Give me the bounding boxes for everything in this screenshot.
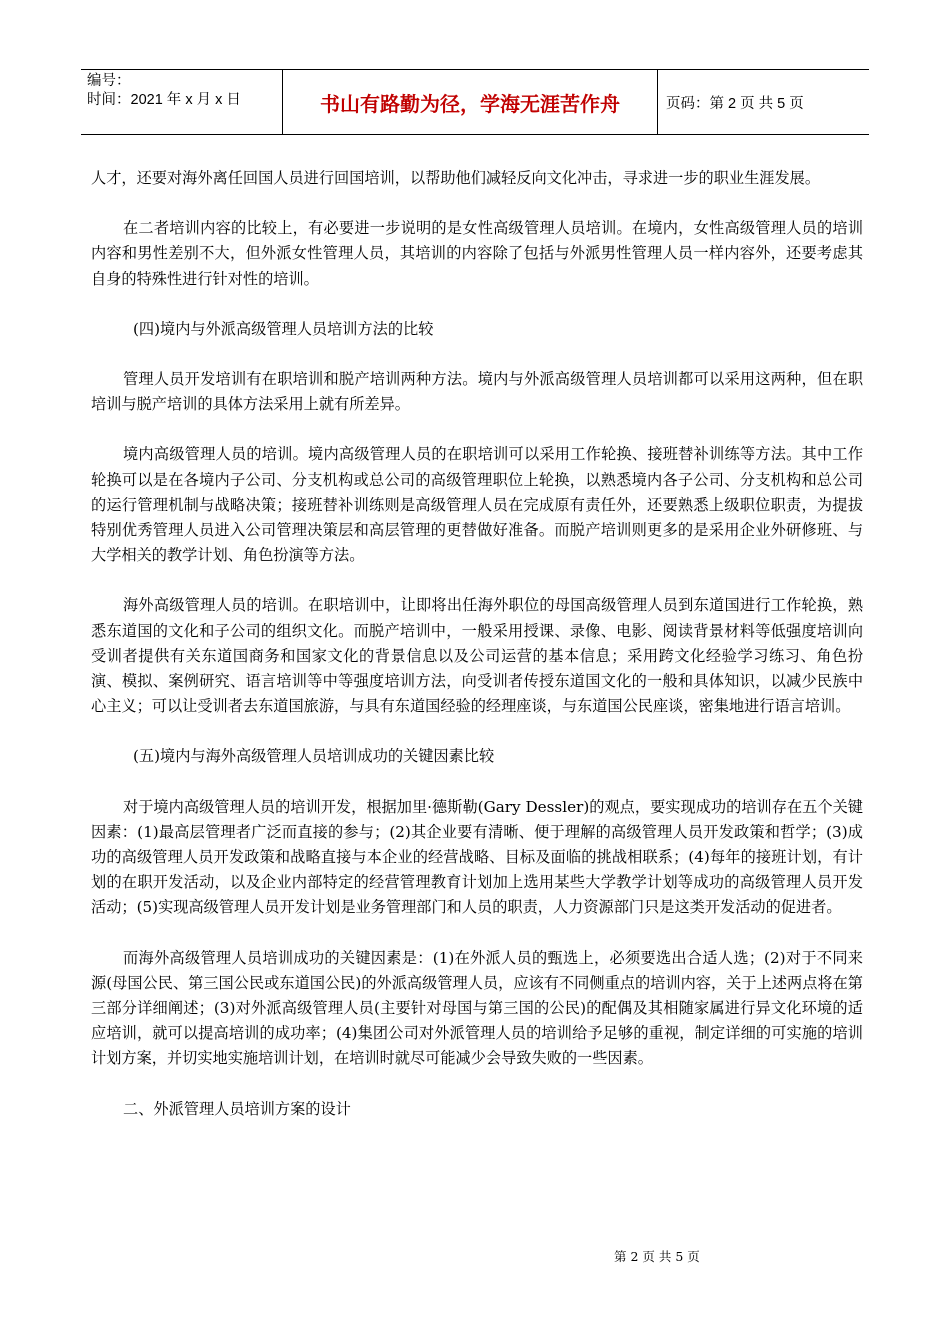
- header-page-info: 页码：第 2 页 共 5 页: [666, 95, 804, 112]
- page-header: [81, 69, 869, 135]
- paragraph: 对于境内高级管理人员的培训开发，根据加里·德斯勒(Gary Dessler)的观点，要实现成功的培训存在五个关键因素：(1)最高层管理者广泛而直接的参与；(2)其企业要有清晰、便于理解的高级管理人员开发政策和哲学；(3)成功的高级管理人员开发政策和战略直接与本企业的经营战略、目标及面临的挑战相联系；(4)每年的接班计划，有计划的在职开发活动，以及企业内部特定的经营管理教育计划加上选用某些大学教学计划等成功的高级管理人员开发活动；(5)实现高级管理人员开发计划是业务管理部门和人员的职责，人力资源部门只是这类开发活动的促进者。: [91, 797, 863, 917]
- document-number: 编号：: [87, 73, 131, 89]
- header-motto: 书山有路勤为径，学海无涯苦作舟: [283, 70, 658, 134]
- chapter-heading: 二、外派管理人员培训方案的设计: [123, 1099, 351, 1118]
- paragraph: 而海外高级管理人员培训成功的关键因素是：(1)在外派人员的甄选上，必须要选出合适人选；(2)对于不同来源(母国公民、第三国公民或东道国公民)的外派高级管理人员，应该有不同侧重点的培训内容，关于上述两点将在第三部分详细阐述；(3)对外派高级管理人员(主要针对母国与第三国的公民)的配偶及其相随家属进行异文化环境的适应培训，就可以提高培训的成功率；(4)集团公司对外派管理人员的培训给予足够的重视，制定详细的可实施的培训计划方案，并切实地实施培训计划，在培训时就尽可能减少会导致失败的一些因素。: [91, 948, 863, 1068]
- paragraph: 海外高级管理人员的培训。在职培训中，让即将出任海外职位的母国高级管理人员到东道国进行工作轮换，熟悉东道国的文化和子公司的组织文化。而脱产培训中，一般采用授课、录像、电影、阅读背景材料等低强度培训向受训者提供有关东道国商务和国家文化的背景信息以及公司运营的基本信息；采用跨文化经验学习练习、角色扮演、模拟、案例研究、语言培训等中等强度培训方法，向受训者传授东道国文化的一般和具体知识，以减少民族中心主义；可以让受训者去东道国旅游，与具有东道国经验的经理座谈，与东道国公民座谈，密集地进行语言培训。: [91, 596, 863, 716]
- page-footer: 第 2 页 共 5 页: [614, 1249, 700, 1264]
- document-date: 时间：2021 年 x 月 x 日: [87, 92, 241, 108]
- document-body: [91, 166, 863, 1122]
- section-heading: (五)境内与海外高级管理人员培训成功的关键因素比较: [133, 747, 495, 766]
- paragraph: 管理人员开发培训有在职培训和脱产培训两种方法。境内与外派高级管理人员培训都可以采用这两种，但在职培训与脱产培训的具体方法采用上就有所差异。: [91, 370, 863, 414]
- paragraph: 人才，还要对海外离任回国人员进行回国培训，以帮助他们减轻反向文化冲击，寻求进一步的职业生涯发展。: [91, 169, 820, 187]
- paragraph: 在二者培训内容的比较上，有必要进一步说明的是女性高级管理人员培训。在境内，女性高级管理人员的培训内容和男性差别不大，但外派女性管理人员，其培训的内容除了包括与外派男性管理人员一样内容外，还要考虑其自身的特殊性进行针对性的培训。: [91, 219, 863, 288]
- section-heading: (四)境内与外派高级管理人员培训方法的比较: [133, 319, 434, 338]
- paragraph: 境内高级管理人员的培训。境内高级管理人员的在职培训可以采用工作轮换、接班替补训练等方法。其中工作轮换可以是在各境内子公司、分支机构或总公司的高级管理职位上轮换，以熟悉境内各子公司、分支机构和总公司的运行管理机制与战略决策；接班替补训练则是高级管理人员在完成原有责任外，还要熟悉上级职位职责，为提拔特别优秀管理人员进入公司管理决策层和高层管理的更替做好准备。而脱产培训则更多的是采用企业外研修班、与大学相关的教学计划、角色扮演等方法。: [91, 445, 863, 565]
- header-meta: [81, 70, 283, 134]
